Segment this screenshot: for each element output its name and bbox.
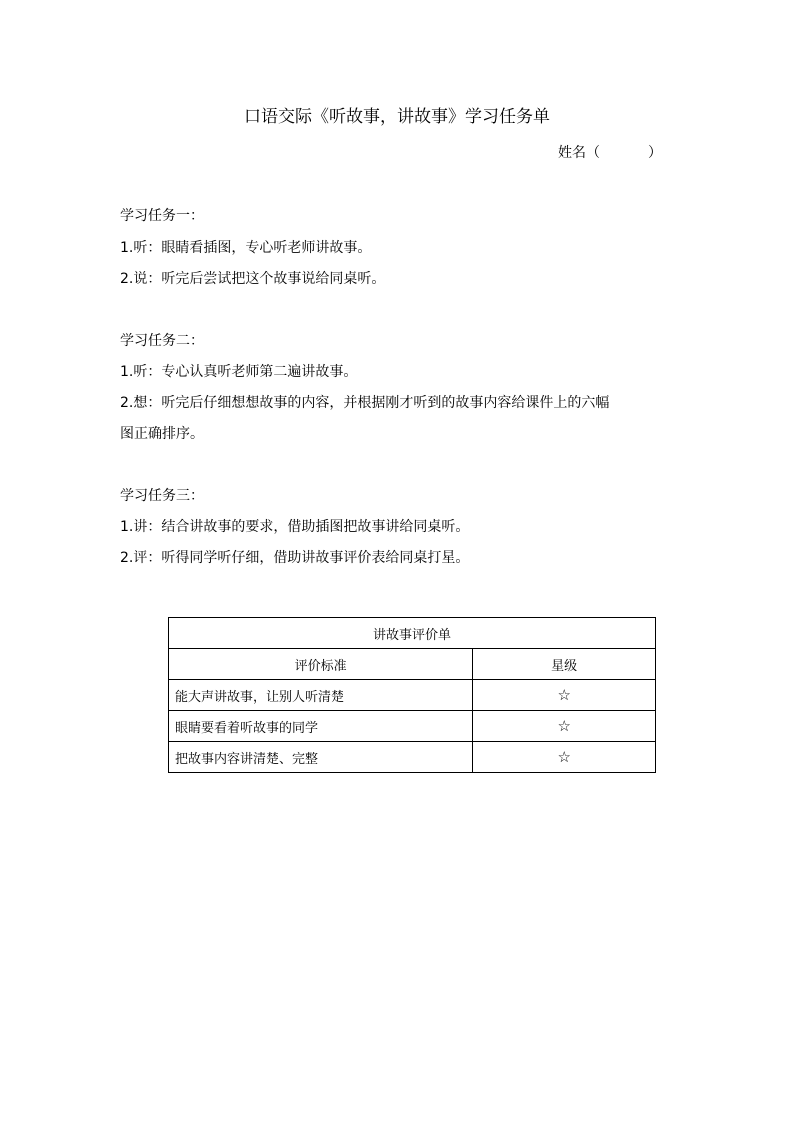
star-rating-cell[interactable]: ☆ <box>473 680 656 711</box>
evaluation-table <box>168 617 656 773</box>
column-header-stars: 星级 <box>473 649 656 680</box>
table-row <box>169 742 656 773</box>
task-1-item-1: 1.听：眼睛看插图，专心听老师讲故事。 <box>120 240 372 256</box>
task-2-item-2: 2.想：听完后仔细想想故事的内容，并根据刚才听到的故事内容给课件上的六幅 <box>120 395 610 411</box>
name-close-paren: ） <box>648 145 662 161</box>
column-header-criteria: 评价标准 <box>169 649 473 680</box>
table-header-row <box>169 649 656 680</box>
table-row <box>169 711 656 742</box>
task-3-heading: 学习任务三： <box>120 488 204 504</box>
table-row <box>169 680 656 711</box>
task-3-item-1: 1.讲：结合讲故事的要求，借助插图把故事讲给同桌听。 <box>120 519 470 535</box>
name-field <box>558 143 662 163</box>
criterion-cell: 能大声讲故事，让别人听清楚 <box>169 680 473 711</box>
task-3-item-2: 2.评：听得同学听仔细，借助讲故事评价表给同桌打星。 <box>120 550 470 566</box>
criterion-cell: 眼睛要看着听故事的同学 <box>169 711 473 742</box>
task-1-heading: 学习任务一： <box>120 208 204 224</box>
table-title: 讲故事评价单 <box>169 618 656 649</box>
page-title: 口语交际《听故事，讲故事》学习任务单 <box>244 107 550 127</box>
task-2-item-1: 1.听：专心认真听老师第二遍讲故事。 <box>120 364 358 380</box>
name-label: 姓名（ <box>558 145 600 161</box>
task-2-heading: 学习任务二： <box>120 333 204 349</box>
task-1-item-2: 2.说：听完后尝试把这个故事说给同桌听。 <box>120 271 386 287</box>
criterion-cell: 把故事内容讲清楚、完整 <box>169 742 473 773</box>
table-title-row <box>169 618 656 649</box>
task-2-item-2-cont: 图正确排序。 <box>120 426 204 442</box>
star-rating-cell[interactable]: ☆ <box>473 742 656 773</box>
star-rating-cell[interactable]: ☆ <box>473 711 656 742</box>
